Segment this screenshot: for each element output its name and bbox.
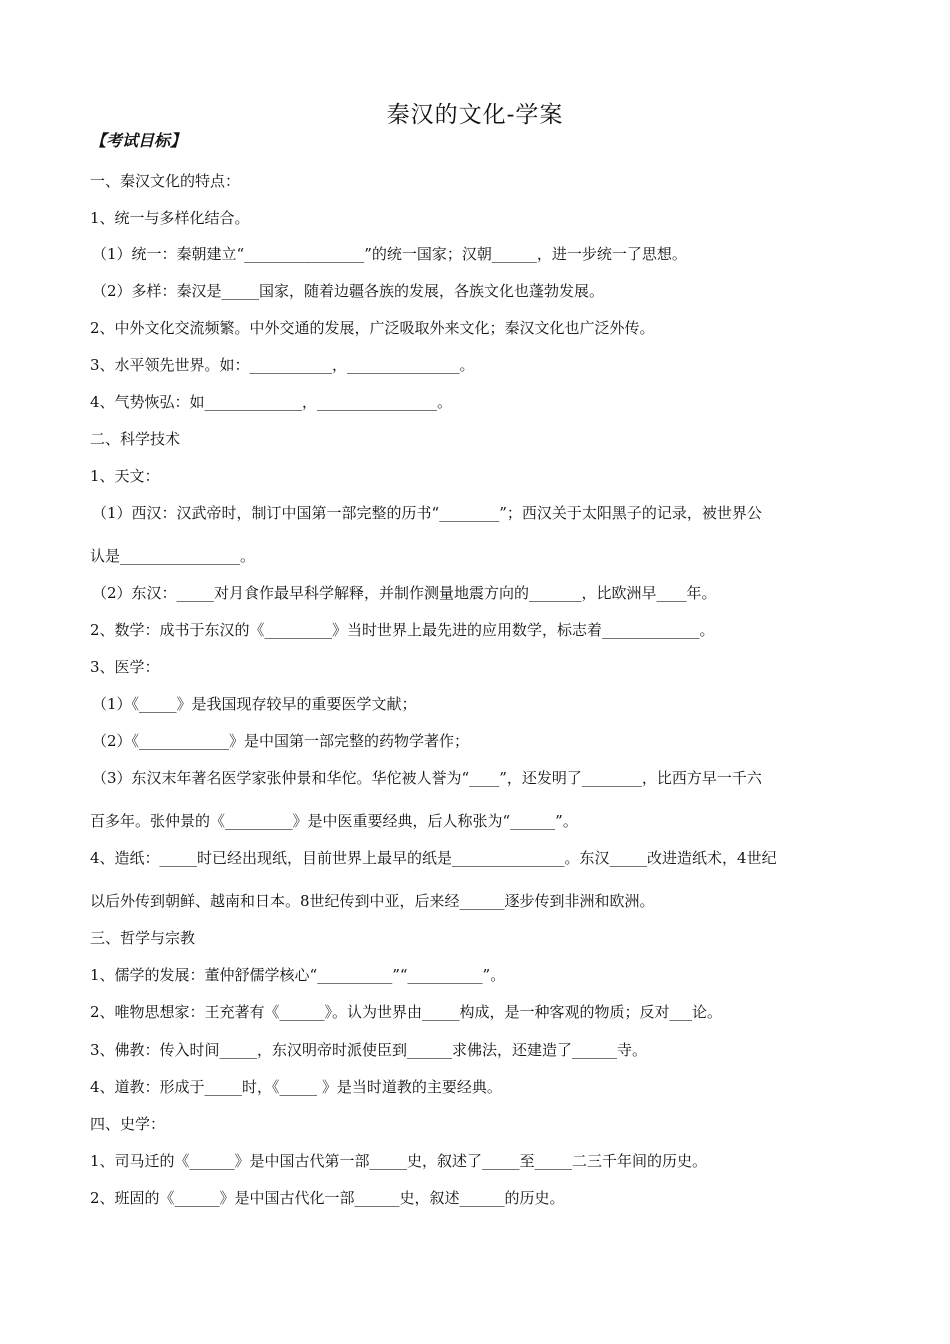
heading-features: 一、秦汉文化的特点：: [90, 172, 241, 190]
text-line: 3、佛教：传入时间_____，东汉明帝时派使臣到______求佛法，还建造了______寺。: [90, 1041, 648, 1059]
section-exam-goals: 【考试目标】: [90, 131, 187, 150]
text-line: 以后外传到朝鲜、越南和日本。8世纪传到中亚，后来经______逐步传到非洲和欧洲。: [90, 892, 655, 910]
text-line: 2、数学：成书于东汉的《_________》当时世界上最先进的应用数学，标志着_____________。: [90, 621, 715, 639]
text-line: （2）《____________》是中国第一部完整的药物学著作；: [92, 732, 470, 750]
document-title: 秦汉的文化-学案: [386, 102, 564, 128]
text-line: 2、中外文化交流频繁。中外交通的发展，广泛吸取外来文化；秦汉文化也广泛外传。: [90, 319, 655, 337]
text-line: 1、统一与多样化结合。: [90, 209, 250, 227]
text-line: 2、班固的《______》是中国古代化一部______史，叙述______的历史。: [90, 1189, 565, 1207]
text-line: 认是________________。: [90, 547, 256, 565]
text-line: 3、水平领先世界。如：___________，_______________。: [90, 356, 475, 374]
text-line: 4、气势恢弘：如_____________，________________。: [90, 393, 453, 411]
text-line: 1、司马迁的《______》是中国古代第一部_____史，叙述了_____至_____二三千年间的历史。: [90, 1152, 708, 1170]
heading-science: 二、科学技术: [90, 430, 181, 448]
text-line: 4、造纸：_____时已经出现纸，目前世界上最早的纸是_______________。东汉_____改进造纸术，4世纪: [90, 849, 777, 867]
text-line: （2）多样：秦汉是_____国家，随着边疆各族的发展，各族文化也蓬勃发展。: [92, 282, 605, 300]
heading-history: 四、史学：: [90, 1115, 166, 1133]
text-line: 2、唯物思想家：王充著有《______》。认为世界由_____构成，是一种客观的物质；反对___论。: [90, 1003, 723, 1021]
text-line: 1、天文：: [90, 467, 160, 485]
text-line: 百多年。张仲景的《_________》是中医重要经典，后人称张为“______”。: [90, 812, 578, 830]
text-line: 3、医学：: [90, 658, 160, 676]
text-line: （1）《_____》是我国现存较早的重要医学文献；: [92, 695, 417, 713]
text-line: （3）东汉末年著名医学家张仲景和华佗。华佗被人誉为“____”，还发明了________，比西方早一千六: [92, 769, 762, 787]
text-line: 1、儒学的发展：董仲舒儒学核心“__________”“__________”。: [90, 966, 506, 984]
text-line: 4、道教：形成于_____时，《_____ 》是当时道教的主要经典。: [90, 1078, 502, 1096]
text-line: （1）西汉：汉武帝时，制订中国第一部完整的历书“________”；西汉关于太阳黑子的记录，被世界公: [92, 504, 762, 522]
heading-philosophy: 三、哲学与宗教: [90, 929, 196, 947]
text-line: （1）统一：秦朝建立“________________”的统一国家；汉朝______，进一步统一了思想。: [92, 245, 687, 263]
text-line: （2）东汉：_____对月食作最早科学解释，并制作测量地震方向的_______，比欧洲早____年。: [92, 584, 717, 602]
